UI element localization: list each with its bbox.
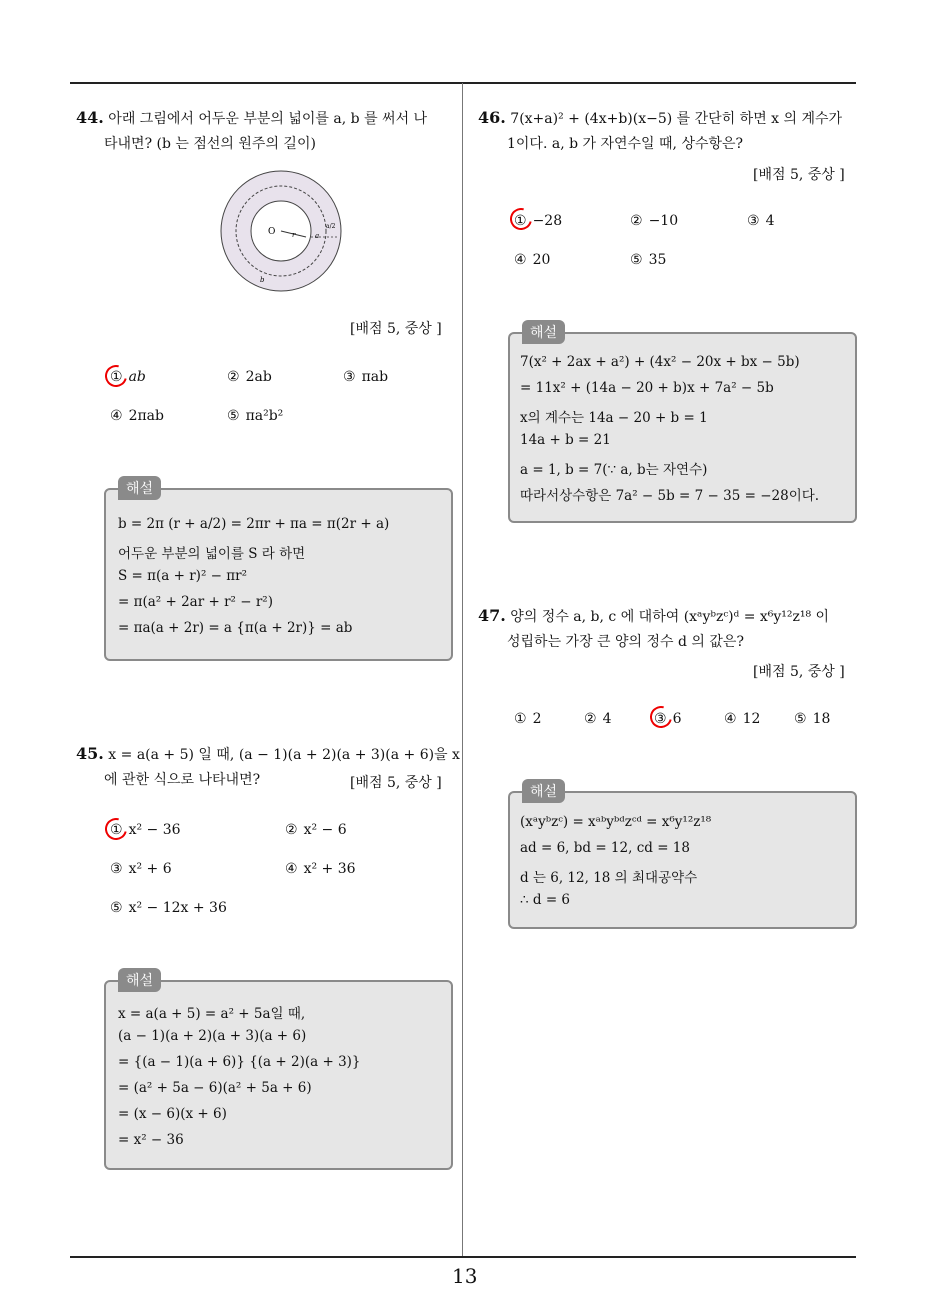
choice-text: 6	[672, 711, 682, 727]
choice-text: 4	[765, 213, 775, 229]
figure-label-center: O	[268, 227, 276, 237]
question-text: 양의 정수 a, b, c 에 대하여 (xᵃyᵇzᶜ)ᵈ = x⁶y¹²z¹⁸ 이	[510, 609, 830, 625]
choice-number: ②	[630, 213, 643, 229]
solution-line: a = 1, b = 7(∵ a, b는 자연수)	[520, 462, 708, 478]
choice-number: ③	[110, 861, 123, 877]
question-text: 아래 그림에서 어두운 부분의 넓이를 a, b 를 써서 나	[108, 111, 428, 127]
question-44-line1	[76, 105, 461, 132]
question-number: 46.	[478, 108, 506, 127]
choice-number: ②	[285, 822, 298, 838]
page-number: 13	[452, 1264, 478, 1288]
choice-1[interactable]	[514, 711, 541, 727]
figure-label-a2: a/2	[326, 223, 336, 230]
choice-text: 35	[648, 252, 667, 268]
question-45-line2: 에 관한 식으로 나타내면?	[104, 772, 261, 788]
solution-line: S = π(a + r)² − πr²	[118, 568, 247, 584]
solution-line: = π(a² + 2ar + r² − r²)	[118, 594, 273, 610]
choice-1[interactable]	[514, 213, 562, 229]
solution-tag: 해설	[522, 320, 565, 344]
question-44-line2: 타내면? (b 는 점선의 원주의 길이)	[104, 136, 316, 152]
choice-number: ④	[724, 711, 737, 727]
solution-line: b = 2π (r + a/2) = 2πr + πa = π(2r + a)	[118, 516, 390, 532]
question-45-line1	[76, 741, 461, 768]
solution-tag: 해설	[118, 476, 161, 500]
choice-number: ①	[110, 822, 123, 838]
solution-line: = {(a − 1)(a + 6)} {(a + 2)(a + 3)}	[118, 1054, 361, 1070]
choice-text: 4	[602, 711, 612, 727]
choice-text: πa²b²	[245, 408, 284, 424]
choice-2[interactable]	[227, 369, 272, 385]
choice-number: ⑤	[794, 711, 807, 727]
solution-box	[508, 791, 857, 929]
choice-number: ①	[110, 369, 123, 385]
solution-line: ad = 6, bd = 12, cd = 18	[520, 840, 690, 856]
solution-tag: 해설	[522, 779, 565, 803]
choice-2[interactable]	[584, 711, 611, 727]
choice-1[interactable]	[110, 369, 146, 385]
solution-line: d 는 6, 12, 18 의 최대공약수	[520, 870, 698, 886]
solution-line: = πa(a + 2r) = a {π(a + 2r)} = ab	[118, 620, 353, 636]
question-number: 45.	[76, 744, 104, 763]
concentric-circles-figure	[218, 168, 344, 294]
solution-line: x = a(a + 5) = a² + 5a일 때,	[118, 1006, 306, 1022]
choice-number: ②	[584, 711, 597, 727]
choice-number: ⑤	[227, 408, 240, 424]
choice-2[interactable]	[630, 213, 678, 229]
choice-text: 2	[532, 711, 542, 727]
choice-text: x² − 36	[128, 822, 181, 838]
question-44-score: [배점 5, 중상 ]	[350, 321, 442, 337]
choice-4[interactable]	[724, 711, 760, 727]
question-number: 44.	[76, 108, 104, 127]
bottom-rule	[70, 1256, 856, 1258]
choice-3[interactable]	[110, 861, 172, 877]
choice-5[interactable]	[630, 252, 666, 268]
choice-text: ab	[128, 369, 146, 385]
solution-line: (xᵃyᵇzᶜ) = xᵃᵇyᵇᵈzᶜᵈ = x⁶y¹²z¹⁸	[520, 814, 712, 830]
question-text: x = a(a + 5) 일 때, (a − 1)(a + 2)(a + 3)(a + 6)을 x	[108, 747, 460, 763]
choice-5[interactable]	[794, 711, 830, 727]
choice-1[interactable]	[110, 822, 181, 838]
solution-tag: 해설	[118, 968, 161, 992]
choice-2[interactable]	[285, 822, 347, 838]
choice-number: ③	[654, 711, 667, 727]
choice-text: 2ab	[245, 369, 272, 385]
solution-line: = (a² + 5a − 6)(a² + 5a + 6)	[118, 1080, 312, 1096]
choice-3[interactable]	[654, 711, 681, 727]
question-46-line2: 1이다. a, b 가 자연수일 때, 상수항은?	[507, 136, 744, 152]
choice-text: −10	[648, 213, 679, 229]
choice-text: πab	[361, 369, 389, 385]
choice-4[interactable]	[285, 861, 356, 877]
choice-number: ①	[514, 711, 527, 727]
choice-text: 2πab	[128, 408, 164, 424]
column-divider	[462, 83, 463, 1258]
choice-number: ①	[514, 213, 527, 229]
choice-text: 12	[742, 711, 761, 727]
choice-text: 20	[532, 252, 551, 268]
choice-number: ⑤	[110, 900, 123, 916]
solution-line: = 11x² + (14a − 20 + b)x + 7a² − 5b	[520, 380, 774, 396]
solution-line: (a − 1)(a + 2)(a + 3)(a + 6)	[118, 1028, 307, 1044]
choice-number: ④	[514, 252, 527, 268]
question-text: 7(x+a)² + (4x+b)(x−5) 를 간단히 하면 x 의 계수가	[510, 111, 843, 127]
choice-text: −28	[532, 213, 563, 229]
question-46-line1	[478, 105, 863, 132]
choice-text: x² + 36	[303, 861, 356, 877]
question-47-score: [배점 5, 중상 ]	[753, 664, 845, 680]
figure-label-a: a	[315, 232, 320, 240]
top-rule	[70, 82, 856, 84]
solution-line: 어두운 부분의 넓이를 S 라 하면	[118, 546, 306, 562]
solution-line: = (x − 6)(x + 6)	[118, 1106, 227, 1122]
choice-text: x² − 12x + 36	[128, 900, 227, 916]
solution-line: ∴ d = 6	[520, 892, 571, 908]
choice-3[interactable]	[747, 213, 774, 229]
choice-4[interactable]	[110, 408, 164, 424]
choice-number: ③	[343, 369, 356, 385]
choice-number: ④	[110, 408, 123, 424]
figure-label-r: r	[292, 231, 296, 239]
choice-text: x² + 6	[128, 861, 172, 877]
choice-number: ③	[747, 213, 760, 229]
solution-line: = x² − 36	[118, 1132, 184, 1148]
solution-line: 따라서상수항은 7a² − 5b = 7 − 35 = −28이다.	[520, 488, 820, 504]
solution-line: 14a + b = 21	[520, 432, 611, 448]
question-46-score: [배점 5, 중상 ]	[753, 167, 845, 183]
choice-number: ④	[285, 861, 298, 877]
choice-text: 18	[812, 711, 831, 727]
choice-3[interactable]	[343, 369, 388, 385]
question-47-line2: 성립하는 가장 큰 양의 정수 d 의 값은?	[507, 634, 744, 650]
choice-4[interactable]	[514, 252, 550, 268]
question-45-score: [배점 5, 중상 ]	[350, 775, 442, 791]
solution-line: 7(x² + 2ax + a²) + (4x² − 20x + bx − 5b)	[520, 354, 800, 370]
solution-line: x의 계수는 14a − 20 + b = 1	[520, 410, 708, 426]
choice-number: ⑤	[630, 252, 643, 268]
choice-number: ②	[227, 369, 240, 385]
choice-5[interactable]	[110, 900, 227, 916]
question-number: 47.	[478, 606, 506, 625]
figure-label-b: b	[260, 276, 265, 284]
choice-text: x² − 6	[303, 822, 347, 838]
choice-5[interactable]	[227, 408, 283, 424]
question-47-line1	[478, 603, 863, 630]
